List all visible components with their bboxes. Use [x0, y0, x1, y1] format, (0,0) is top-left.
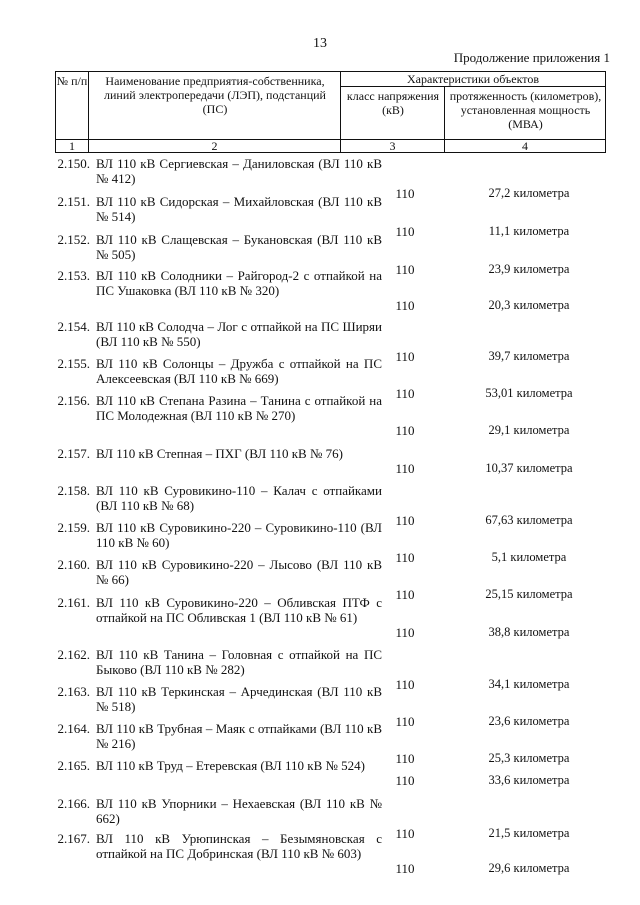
- row-name: ВЛ 110 кВ Суровикино-220 – Обливская ПТФ с отпайкой на ПС Обливская 1 (ВЛ 110 кВ № 61): [96, 595, 382, 625]
- row-name: ВЛ 110 кВ Суровикино-110 – Калач с отпайками (ВЛ 110 кВ № 68): [96, 483, 382, 513]
- row-name: ВЛ 110 кВ Упорники – Нехаевская (ВЛ 110 кВ № 662): [96, 796, 382, 826]
- row-name: ВЛ 110 кВ Степная – ПХГ (ВЛ 110 кВ № 76): [96, 446, 343, 461]
- table-row: [40, 268, 606, 319]
- row-voltage: 110: [395, 224, 415, 239]
- row-voltage: 110: [395, 550, 415, 565]
- table-row: [40, 758, 606, 796]
- row-name: ВЛ 110 кВ Солонцы – Дружба с отпайкой на ПС Алексеевская (ВЛ 110 кВ № 669): [96, 356, 382, 386]
- row-length: 67,63 километра: [485, 513, 573, 527]
- row-length: 53,01 километра: [485, 386, 573, 400]
- row-name: ВЛ 110 кВ Слащевская – Букановская (ВЛ 110 кВ № 505): [96, 232, 382, 262]
- header-col-1: 1: [69, 139, 75, 153]
- table-row: [40, 194, 606, 239]
- row-length: 20,3 километра: [488, 298, 570, 312]
- row-voltage: 110: [395, 513, 415, 528]
- row-number: 2.161.: [57, 595, 90, 610]
- row-number: 2.151.: [57, 194, 90, 209]
- row-length: 11,1 километра: [488, 224, 570, 238]
- table-row: [40, 557, 606, 602]
- row-voltage: 110: [395, 262, 415, 277]
- row-number: 2.167.: [57, 831, 90, 846]
- row-number: 2.155.: [57, 356, 90, 371]
- row-length: 29,1 километра: [488, 423, 570, 437]
- row-length: 21,5 километра: [488, 826, 570, 840]
- row-number: 2.154.: [57, 319, 90, 334]
- table-header: [55, 71, 606, 153]
- row-voltage: 110: [395, 751, 415, 766]
- row-name: ВЛ 110 кВ Суровикино-220 – Суровикино-110 (ВЛ 110 кВ № 60): [96, 520, 382, 550]
- row-name: ВЛ 110 кВ Солодники – Райгород-2 с отпайкой на ПС Ушаковка (ВЛ 110 кВ № 320): [96, 268, 382, 298]
- row-number: 2.157.: [57, 446, 90, 461]
- row-name: ВЛ 110 кВ Солодча – Лог с отпайкой на ПС Ширяи (ВЛ 110 кВ № 550): [96, 319, 382, 349]
- header-col-3: 3: [389, 139, 396, 153]
- row-length: 5,1 километра: [491, 550, 567, 564]
- table-row: [40, 156, 606, 201]
- row-name: ВЛ 110 кВ Сергиевская – Даниловская (ВЛ 110 кВ № 412): [96, 156, 382, 186]
- row-name: ВЛ 110 кВ Сидорская – Михайловская (ВЛ 110 кВ № 514): [96, 194, 382, 224]
- row-number: 2.156.: [57, 393, 90, 408]
- row-name: ВЛ 110 кВ Урюпинская – Безымяновская с отпайкой на ПС Добринская (ВЛ 110 кВ № 603): [96, 831, 382, 861]
- row-number: 2.153.: [57, 268, 90, 283]
- header-group-line: [340, 86, 606, 87]
- row-voltage: 110: [395, 298, 415, 313]
- table-row: [40, 831, 606, 881]
- page-number: 13: [313, 36, 327, 51]
- row-length: 23,6 километра: [488, 714, 570, 728]
- header-voltage: класс напряжения (кВ): [346, 89, 440, 117]
- header-num: № п/п: [56, 74, 88, 88]
- row-voltage: 110: [395, 423, 415, 438]
- row-voltage: 110: [395, 349, 415, 364]
- table-row: [40, 446, 606, 483]
- row-name: ВЛ 110 кВ Теркинская – Арчединская (ВЛ 110 кВ № 518): [96, 684, 382, 714]
- row-name: ВЛ 110 кВ Труд – Етеревская (ВЛ 110 кВ № 524): [96, 758, 365, 773]
- row-voltage: 110: [395, 625, 415, 640]
- table-row: [40, 595, 606, 647]
- row-length: 25,15 километра: [485, 587, 573, 601]
- row-length: 23,9 километра: [488, 262, 570, 276]
- row-name: ВЛ 110 кВ Танина – Головная с отпайкой на ПС Быково (ВЛ 110 кВ № 282): [96, 647, 382, 677]
- row-number: 2.165.: [57, 758, 90, 773]
- row-voltage: 110: [395, 677, 415, 692]
- row-length: 29,6 километра: [488, 861, 570, 875]
- row-length: 25,3 километра: [488, 751, 570, 765]
- row-name: ВЛ 110 кВ Степана Разина – Танина с отпайкой на ПС Молодежная (ВЛ 110 кВ № 270): [96, 393, 382, 423]
- row-voltage: 110: [395, 826, 415, 841]
- row-number: 2.152.: [57, 232, 90, 247]
- row-number: 2.164.: [57, 721, 90, 736]
- header-length: протяженность (километров), установленная мощность (МВА): [449, 89, 602, 131]
- row-length: 38,8 километра: [488, 625, 570, 639]
- row-voltage: 110: [395, 386, 415, 401]
- header-col-2: 2: [211, 139, 218, 153]
- row-voltage: 110: [395, 587, 415, 602]
- continuation-note: Продолжение приложения 1: [453, 50, 610, 65]
- row-number: 2.160.: [57, 557, 90, 572]
- row-number: 2.166.: [57, 796, 90, 811]
- row-number: 2.158.: [57, 483, 90, 498]
- row-name: ВЛ 110 кВ Трубная – Маяк с отпайками (ВЛ 110 кВ № 216): [96, 721, 382, 751]
- row-voltage: 110: [395, 714, 415, 729]
- table-body: [40, 156, 606, 881]
- row-voltage: 110: [395, 186, 415, 201]
- row-length: 27,2 километра: [488, 186, 570, 200]
- header-col-4: 4: [522, 139, 528, 153]
- row-name: ВЛ 110 кВ Суровикино-220 – Лысово (ВЛ 110 кВ № 66): [96, 557, 382, 587]
- row-voltage: 110: [395, 861, 415, 876]
- row-voltage: 110: [395, 461, 415, 476]
- row-number: 2.159.: [57, 520, 90, 535]
- row-number: 2.150.: [57, 156, 90, 171]
- header-name: Наименование предприятия-собственника, линий электропередачи (ЛЭП), подстанций (ПС): [104, 74, 326, 116]
- row-length: 33,6 километра: [488, 773, 570, 787]
- header-group: Характеристики объектов: [407, 72, 539, 86]
- row-number: 2.162.: [57, 647, 90, 662]
- row-length: 34,1 километра: [488, 677, 570, 691]
- row-voltage: 110: [395, 773, 415, 788]
- table-row: [40, 393, 606, 446]
- row-number: 2.163.: [57, 684, 90, 699]
- header-right-line: [605, 71, 606, 153]
- row-length: 39,7 километра: [488, 349, 570, 363]
- row-length: 10,37 километра: [485, 461, 573, 475]
